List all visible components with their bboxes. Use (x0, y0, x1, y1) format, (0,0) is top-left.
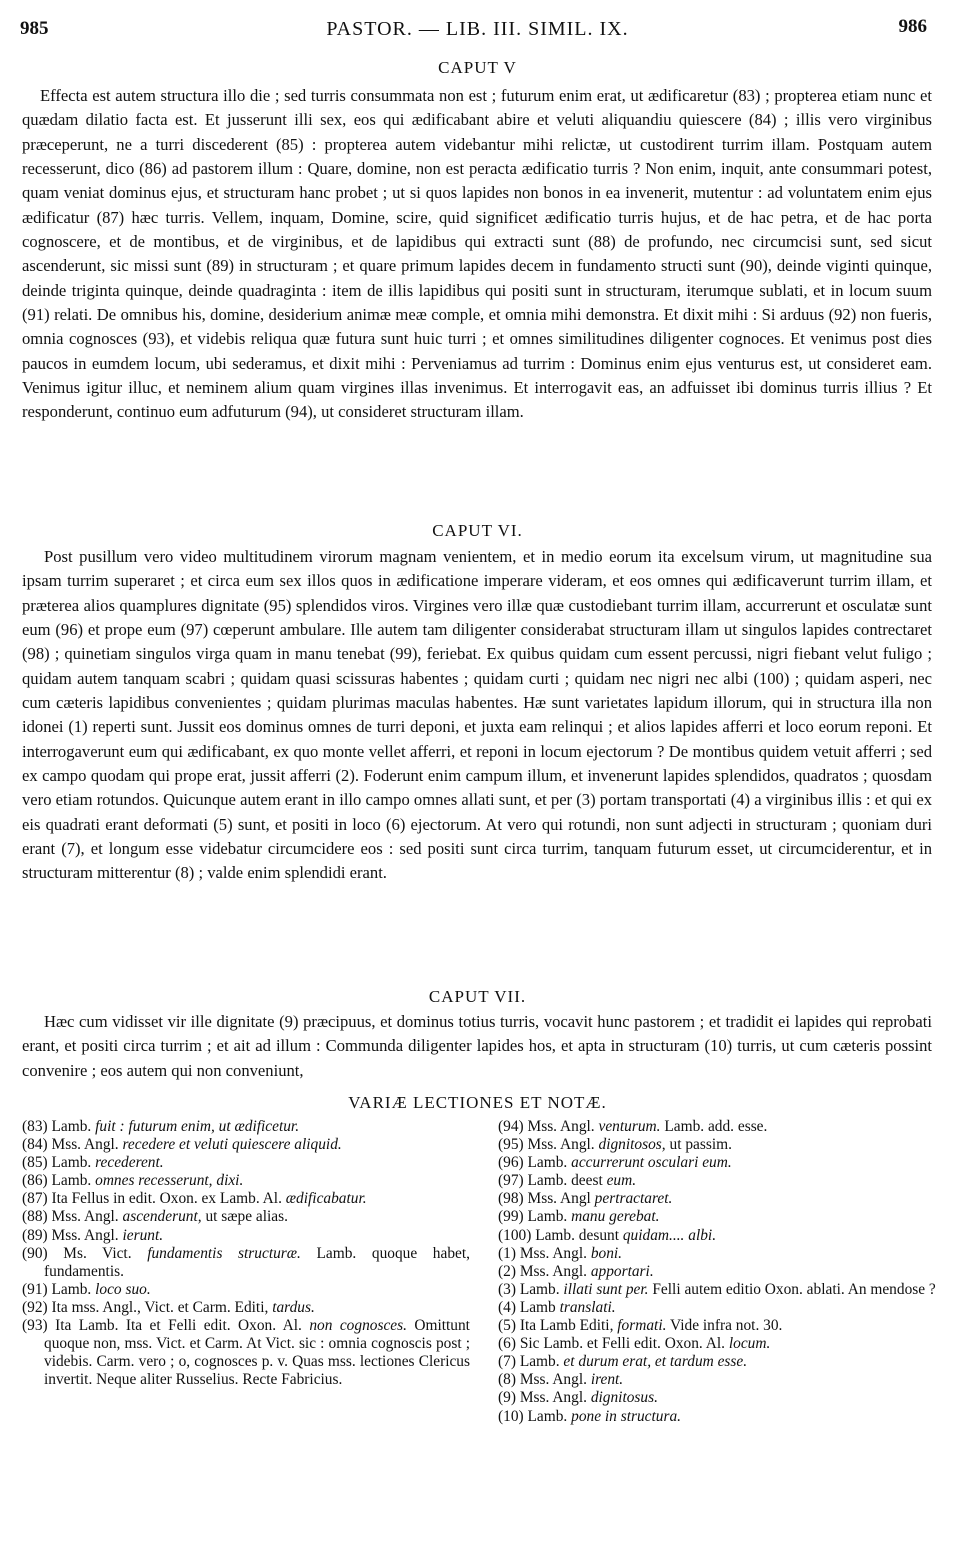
footnote-reading: manu gerebat. (571, 1208, 660, 1226)
chapter-title: CAPUT VI. (432, 521, 523, 540)
footnote (22, 1299, 470, 1317)
footnote-remark: ut sæpe alias. (205, 1208, 288, 1226)
footnote-number: (97) (498, 1172, 524, 1190)
page-number-right: 986 (898, 16, 927, 37)
footnote-reading: dignitosus. (590, 1389, 658, 1407)
chapter-text: Post pusillum vero video multitudinem virorum magnam venientem, et in medio eorum ita excelsum virum, ut magnitudine sua ipsam turrim superaret ; et circa eum sex illos quos in ædificatione imperare videram, et eos omnes qui ædificaverunt turrim illam, et præterea alios quamplures dignitate (95) splendidos viros. Virgines vero illæ quæ custodiebant turrim illam, accurrerunt et osculatæ sunt eum (96) et prope eum (97) cœperunt ambulare. Ille autem tam diligenter considerabat structuram illam ut singulos lapides contrectaret (98) ; quinetiam singulos virga quam in manu tenebat (99), feriebat. Ex quibus quidam cum essent percussi, nigri fiebant velut fuligo ; quidam autem tanquam scabri ; quidam quasi scissuras habentes ; quidam curti ; quidam nec nigri nec albi (100) ; quidam asperi, nec cum cæteris lapidibus convenientes ; quidam plurimas maculas habentes. Hæ sunt varietates lapidum illorum, qui in structura illa non idonei (1) reperti sunt. Jussit eos dominus omnes de turri deponi, et juxta eam relinqui ; et alios lapides afferri et loco eorum reponi. Et interrogaverunt eum qui ædificabant, ex quo monte vellet afferri, et reponi in locum ejectorum ? De montibus quidem vetuit afferri ; sed ex campo quodam qui prope erat, jussit afferri (2). Foderunt enim campum illum, et invenerunt lapides splendidos, quadratos ; quosdam vero etiam rotundos. Quicunque autem erant in illo campo omnes allati sunt, et per (3) portam transportati (4) a virginibus illis : et qui ex eis quadrati erant deformati (5) sunt, et positi in loco (6) ejectorum. At vero qui rotundi, non sunt adjecti in structuram ; quoniam duri erant (7), et longum esse videbatur circumcidere eos : sed positi sunt circa turrim, tanquam futurum esset, ut circumciderentur, et in structuram mitterentur (8) ; valde enim splendidi erant. (22, 547, 932, 883)
footnote-reading: eum. (606, 1172, 637, 1190)
footnote-number: (10) (498, 1407, 524, 1425)
footnote-text: Lamb. (51, 1118, 92, 1135)
footnote-number: (6) (498, 1335, 516, 1353)
footnote-number: (84) (22, 1136, 48, 1154)
footnote (498, 1245, 938, 1263)
footnote-reading: tardus. (272, 1298, 315, 1316)
footnote-reading: ierunt. (122, 1226, 164, 1244)
footnote-reading: locum. (728, 1335, 771, 1353)
footnote-text: Lamb. (51, 1280, 92, 1298)
footnote-text: Mss. Angl. (51, 1208, 119, 1226)
footnote-reading: ascenderunt, (122, 1208, 202, 1226)
running-title: PASTOR. — LIB. III. SIMIL. IX. (326, 18, 629, 40)
page-header (0, 14, 955, 42)
footnote-number: (8) (498, 1371, 516, 1389)
footnote-reading: quidam.... albi. (622, 1226, 717, 1244)
footnote (22, 1154, 470, 1172)
footnote-reading: non cognosces. (309, 1317, 407, 1335)
footnote-text: Mss. Angl. (519, 1262, 587, 1280)
footnote (22, 1317, 470, 1389)
footnote-text: Mss. Angl. (519, 1244, 587, 1262)
page-number-left: 985 (20, 18, 49, 39)
footnote-number: (98) (498, 1190, 524, 1208)
footnote-reading: translati. (559, 1298, 616, 1316)
footnote-reading: boni. (590, 1244, 623, 1262)
footnote-reading: ædificabatur. (285, 1190, 367, 1208)
footnote-number: (4) (498, 1298, 516, 1316)
footnote-number: (91) (22, 1280, 48, 1298)
footnote-text: Lamb. (527, 1407, 568, 1425)
footnote-number: (94) (498, 1118, 524, 1135)
footnote-reading: irent. (590, 1371, 624, 1389)
footnote-text: Mss. Angl. (519, 1389, 587, 1407)
footnote (498, 1389, 938, 1407)
footnote-reading: accurrerunt osculari eum. (571, 1154, 732, 1172)
footnote-number: (96) (498, 1154, 524, 1172)
footnote (498, 1172, 938, 1190)
footnote-number: (93) (22, 1317, 48, 1335)
footnote-reading: recedere et veluti quiescere aliquid. (122, 1136, 342, 1154)
footnote-number: (92) (22, 1298, 48, 1316)
footnote-text: Mss. Angl. (51, 1226, 119, 1244)
footnote-number: (86) (22, 1172, 48, 1190)
footnote-remark: Lamb. quoque habet, fundamentis. (44, 1244, 470, 1280)
notes-column-left (22, 1118, 470, 1389)
footnote-text: Mss. Angl. (51, 1136, 119, 1154)
footnote (498, 1335, 938, 1353)
footnote (498, 1299, 938, 1317)
footnote-number: (5) (498, 1317, 516, 1335)
footnote (22, 1245, 470, 1281)
footnote-text: Mss. Angl. (527, 1136, 595, 1154)
footnote-number: (95) (498, 1136, 524, 1154)
footnote-number: (2) (498, 1262, 516, 1280)
chapter-title: CAPUT VII. (428, 987, 527, 1006)
footnote-remark: Vide infra not. 30. (670, 1317, 783, 1335)
footnote-number: (1) (498, 1244, 516, 1262)
footnote-text: Lamb. (51, 1154, 92, 1172)
footnote-reading: recederent. (95, 1154, 164, 1172)
footnote-text: Lamb. (527, 1208, 568, 1226)
footnote-reading: omnes recesserunt, dixi. (95, 1172, 244, 1190)
footnote-number: (9) (498, 1389, 516, 1407)
footnote-remark: Lamb. add. esse. (664, 1118, 768, 1135)
footnote-text: Mss. Angl (527, 1190, 591, 1208)
footnote-text: Lamb. (519, 1280, 560, 1298)
chapter-text: Effecta est autem structura illo die ; sed turris consummata non est ; futurum enim erat, ut ædificaretur (83) ; propterea etiam nunc et quædam dilatio facta est. Et jusserunt illi sex, eos qui ædificabant abire et veluti aliquandiu quiescere (84) ; illis vero virginibus præceperunt, ne a turri discederent (85) : propterea autem videbantur mihi relictæ, ut custodirent turrim illam. Postquam autem recesserunt, dico (86) ad pastorem illum : Quare, domine, non est peracta ædificatio turris ? Non enim, inquit, ante consummari potest, quam veniat dominus ejus, et structuram hanc probet ; ut si quos lapides non bonos in ea invenerit, mutentur : ad voluntatem enim ejus ædificatur (87) hæc turris. Vellem, inquam, Domine, scire, quid significet ædificatio turris hujus, et de hac petra, et de hac porta cognoscere, et de montibus, et de virginibus, et de lapidibus qui extracti sunt (88) de profundo, nec circumcisi sunt, sed sicut ascenderunt, sic missi sunt (89) in structuram ; et quare primum lapides decem in fundamento structi sunt (90), deinde viginti quinque, deinde triginta quinque, deinde quadraginta : item de illis lapidibus qui positi sunt in structuram, iterumque sublati, et in locum suum (91) relati. De omnibus his, domine, desiderium animæ meæ comple, et omnia mihi demonstra. Et dixit mihi : Si arduus (92) non fueris, omnia cognosces (93), et videbis reliqua quæ futura sunt huic turri ; et omnes similitudines diligenter cognoces. Et venimus post dies paucos in eumdem locum, ubi sederamus, et dixit mihi : Perveniamus ad turrim : Dominus enim ejus venturus est, ut consideret eam. Venimus igitur illuc, et neminem alium quam virgines illas invenimus. Et interrogavit eas, an adfuisset ibi dominus turris illius ? Et responderunt, continuo eum adfuturum (94), ut consideret structuram illam. (22, 86, 932, 422)
footnote-reading: venturum. (598, 1118, 661, 1135)
chapter-text: Hæc cum vidisset vir ille dignitate (9) præcipuus, et dominus totius turris, vocavit hunc pastorem ; et tradidit ei lapides qui reprobati erant, et positi circa turrim ; et ait ad illum : Communda diligenter lapides hos, et apta in structuram (10) turris, ut cum cæteris possint convenire ; eos autem qui non conveniunt, (22, 1012, 932, 1080)
footnote-text: Ita Lamb. Ita et Felli edit. Oxon. Al. (55, 1317, 302, 1335)
footnote-text: Lamb. (527, 1154, 568, 1172)
footnote-reading: et durum erat, et tardum esse. (563, 1353, 748, 1371)
footnote-number: (87) (22, 1190, 48, 1208)
footnote-text: Lamb. (519, 1353, 560, 1371)
notes-column-right (498, 1118, 938, 1426)
footnote (22, 1136, 470, 1154)
footnote-reading: fuit : futurum enim, ut ædificetur. (95, 1118, 300, 1135)
footnote-number: (3) (498, 1280, 516, 1298)
footnote (498, 1371, 938, 1389)
footnote-reading: loco suo. (95, 1280, 151, 1298)
footnote-text: Ita Lamb Editi, (519, 1317, 614, 1335)
footnote (498, 1281, 938, 1299)
footnote-reading: dignitosos, (598, 1136, 666, 1154)
footnote (498, 1227, 938, 1245)
notes-title: VARIÆ LECTIONES ET NOTÆ. (348, 1093, 607, 1112)
footnote-text: Lamb. desunt (535, 1226, 619, 1244)
footnote-number: (83) (22, 1118, 48, 1135)
footnote-text: Lamb. (51, 1172, 92, 1190)
footnote (498, 1118, 938, 1136)
footnote (22, 1118, 470, 1136)
footnote-text: Mss. Angl. (527, 1118, 595, 1135)
footnote (22, 1281, 470, 1299)
footnote-reading: formati. (617, 1317, 667, 1335)
footnote-text: Lamb (519, 1298, 556, 1316)
footnote (498, 1317, 938, 1335)
footnote-remark: Omittunt quoque non, mss. Vict. et Carm. At Vict. sic : omnia cognoscis post ; videbis. Carm. vero ; o, cognosces p. v. Quas mss. lectiones Clericus invertit. Neque aliter Russelius. Recte Fabricius. (44, 1317, 470, 1389)
footnote-text: Lamb. deest (527, 1172, 603, 1190)
footnote-reading: apportari. (590, 1262, 654, 1280)
footnote-number: (7) (498, 1353, 516, 1371)
footnote (498, 1154, 938, 1172)
footnote-reading: pertractaret. (594, 1190, 673, 1208)
footnote-remark: ut passim. (669, 1136, 732, 1154)
footnote (498, 1190, 938, 1208)
footnote-number: (85) (22, 1154, 48, 1172)
footnote (498, 1408, 938, 1426)
footnote (22, 1190, 470, 1208)
footnote (498, 1353, 938, 1371)
footnote-number: (99) (498, 1208, 524, 1226)
footnote (22, 1208, 470, 1226)
footnote (22, 1172, 470, 1190)
footnote-reading: illati sunt per. (563, 1280, 649, 1298)
footnote-remark: Felli autem editio Oxon. ablati. An mendose ? (652, 1280, 936, 1298)
footnote-reading: pone in structura. (571, 1407, 681, 1425)
footnote-text: Ms. Vict. (63, 1244, 132, 1262)
footnote (498, 1136, 938, 1154)
footnote-number: (90) (22, 1244, 48, 1262)
footnote-reading: fundamentis structuræ. (147, 1244, 301, 1262)
footnote-text: Ita mss. Angl., Vict. et Carm. Editi, (51, 1298, 269, 1316)
footnote-number: (88) (22, 1208, 48, 1226)
footnote-text: Ita Fellus in edit. Oxon. ex Lamb. Al. (51, 1190, 282, 1208)
chapter-title: CAPUT V (438, 58, 517, 77)
footnote-number: (100) (498, 1226, 532, 1244)
footnote-number: (89) (22, 1226, 48, 1244)
footnote (498, 1208, 938, 1226)
footnote-text: Sic Lamb. et Felli edit. Oxon. Al. (519, 1335, 726, 1353)
footnote-text: Mss. Angl. (519, 1371, 587, 1389)
footnote (498, 1263, 938, 1281)
footnote (22, 1227, 470, 1245)
